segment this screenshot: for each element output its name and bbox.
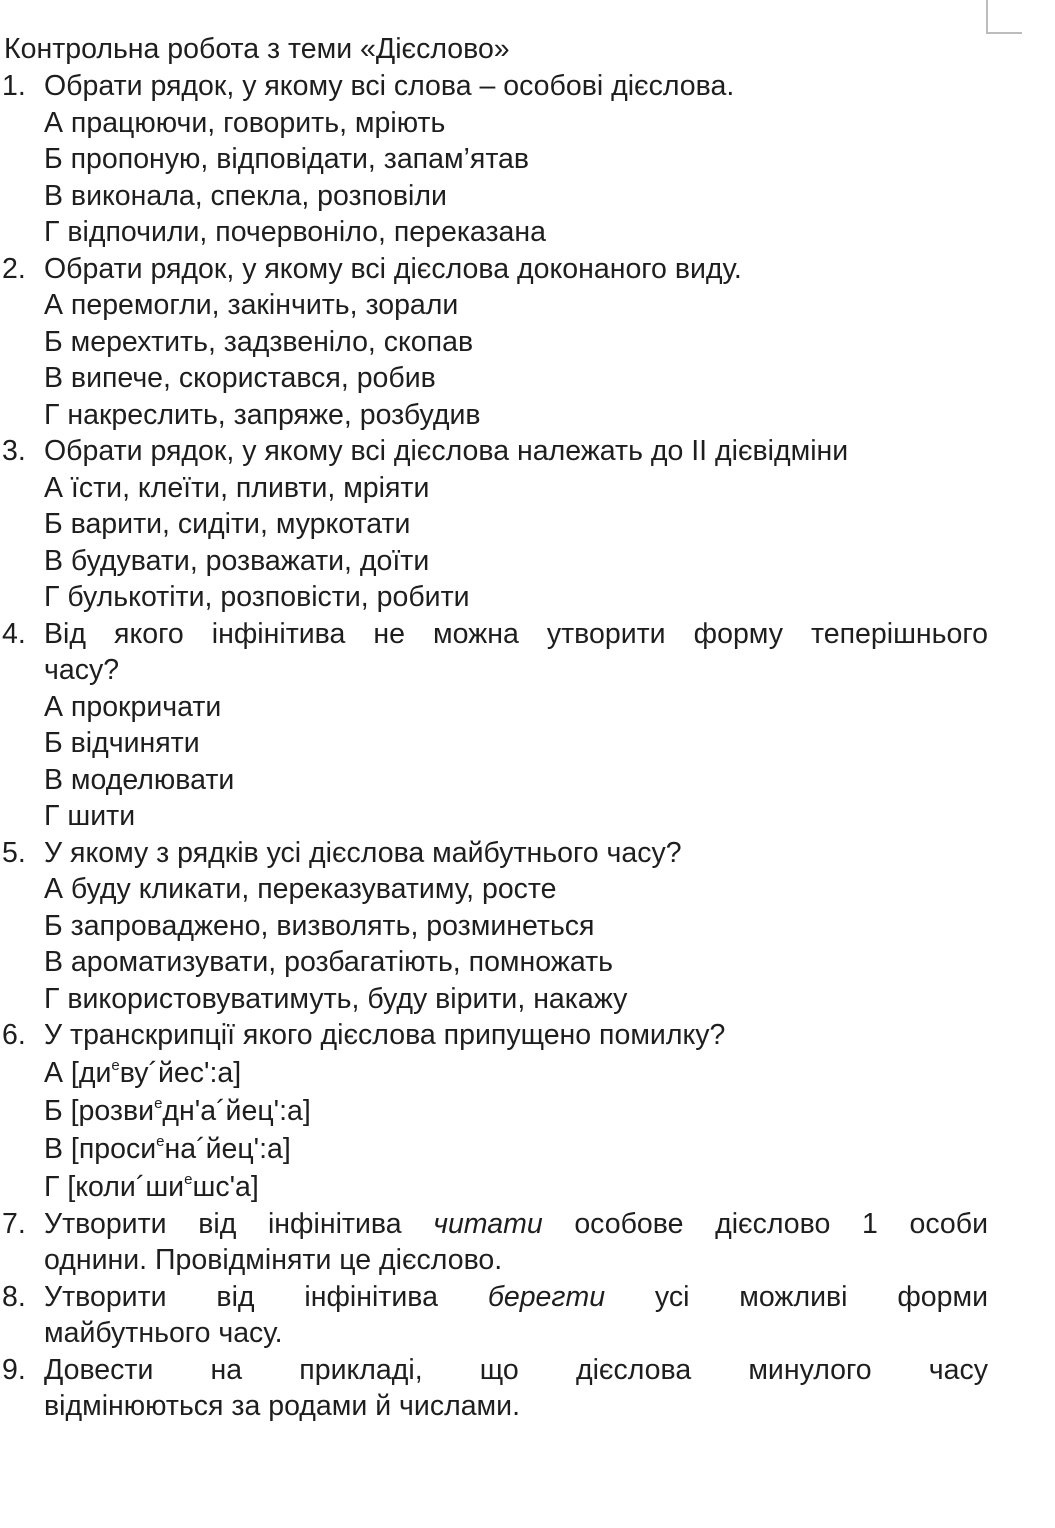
answer-option: Б пропоную, відповідати, запам’ятав [44,143,530,175]
question-8 [0,1279,1000,1352]
answer-option: В випече, скористався, робив [44,362,436,394]
question-text-line: часу? [44,654,120,686]
superscript-vowel: е [154,1094,163,1112]
transcription-part: дн'а´йец':а] [162,1094,311,1127]
answer-option: А перемогли, закінчить, зорали [44,289,459,321]
question-number: 8. [2,1280,26,1313]
answer-option: Г шити [44,800,136,832]
question-number: 4. [2,617,26,650]
answer-option: В моделювати [44,763,235,796]
question-text [44,1206,988,1279]
question-text-line: Від якого інфінітива не можна утворити форму теперішнього [44,617,988,650]
answer-option: В виконала, спекла, розповіли [44,179,447,212]
answer-option: Г накреслить, запряже, розбудив [44,398,481,431]
text-fragment: особове дієслово 1 особи [542,1207,988,1240]
transcription-part: Б [розви [44,1094,155,1127]
question-2 [0,251,1000,288]
document-title: Контрольна робота з теми «Дієслово» [4,33,510,65]
question-text [44,616,988,689]
answer-option: Б відчиняти [44,727,200,759]
question-text-line: відмінюються за родами й числами. [44,1390,520,1422]
transcription-option [44,1130,1000,1168]
question-7 [0,1206,1000,1279]
transcription-part: А [ди [44,1056,112,1089]
answer-option: А працюючи, говорить, мріють [44,106,446,139]
infinitive-word: берегти [487,1280,606,1313]
question-text: Обрати рядок, у якому всі дієслова належать до ІІ дієвідміни [44,435,849,467]
answer-option: В будувати, розважати, доїти [44,544,430,577]
transcription-option [44,1054,1000,1092]
question-number: 6. [2,1019,26,1051]
answer-option: Б мерехтить, задзвеніло, скопав [44,325,474,358]
question-number: 2. [2,252,26,285]
question-9 [0,1352,1000,1425]
answer-option: А буду кликати, переказуватиму, росте [44,873,557,905]
answer-option: Б варити, сидіти, муркотати [44,508,411,540]
transcription-part: шс'а] [192,1170,259,1203]
answer-option: Г булькотіти, розповісти, робити [44,581,470,613]
transcription-part: Г [коли´ши [44,1170,185,1203]
question-number: 5. [2,836,26,869]
answer-option: В ароматизувати, розбагатіють, помножать [44,946,613,978]
question-1 [0,68,1000,105]
question-text: Обрати рядок, у якому всі дієслова доконаного виду. [44,252,742,285]
answer-option: А прокричати [44,690,222,723]
question-text: У транскрипції якого дієслова припущено помилку? [44,1019,726,1051]
test-document [0,30,1000,1425]
question-number: 7. [2,1207,26,1240]
page-corner-mark [986,0,1022,34]
question-text-line: Довести на прикладі, що дієслова минулого часу [44,1353,988,1386]
answer-option: Г відпочили, почервоніло, переказана [44,216,546,248]
question-text: У якому з рядків усі дієслова майбутнього часу? [44,836,682,869]
question-text-line: майбутнього часу. [44,1317,283,1349]
question-text-line [44,1279,988,1316]
question-6 [0,1017,1000,1054]
transcription-part: ву´йес':а] [119,1056,242,1089]
transcription-option [44,1092,1000,1130]
text-fragment: Утворити від інфінітива [44,1280,488,1313]
question-text-line: однини. Провідміняти це дієслово. [44,1244,503,1276]
question-number: 3. [2,435,26,467]
question-text-line [44,1206,988,1243]
superscript-vowel: е [111,1056,120,1074]
question-5 [0,835,1000,872]
transcription-part: на´йец':а] [164,1132,291,1165]
question-text: Обрати рядок, у якому всі слова – особові дієслова. [44,70,735,102]
text-fragment: Утворити від інфінітива [44,1207,434,1240]
superscript-vowel: е [184,1170,193,1188]
answer-option: Б запроваджено, визволять, розминеться [44,909,595,942]
text-fragment: усі можливі форми [605,1280,988,1313]
question-number: 9. [2,1353,26,1386]
question-text [44,1279,988,1352]
transcription-option [44,1168,1000,1206]
superscript-vowel: е [156,1132,165,1150]
question-number: 1. [2,70,26,102]
question-3 [0,433,1000,470]
question-text [44,1352,988,1425]
answer-option: Г використовуватимуть, буду вірити, накажу [44,982,628,1015]
answer-option: А їсти, клеїти, пливти, мріяти [44,471,430,504]
question-4 [0,616,1000,689]
transcription-part: В [проси [44,1132,157,1165]
infinitive-word: читати [433,1207,543,1240]
